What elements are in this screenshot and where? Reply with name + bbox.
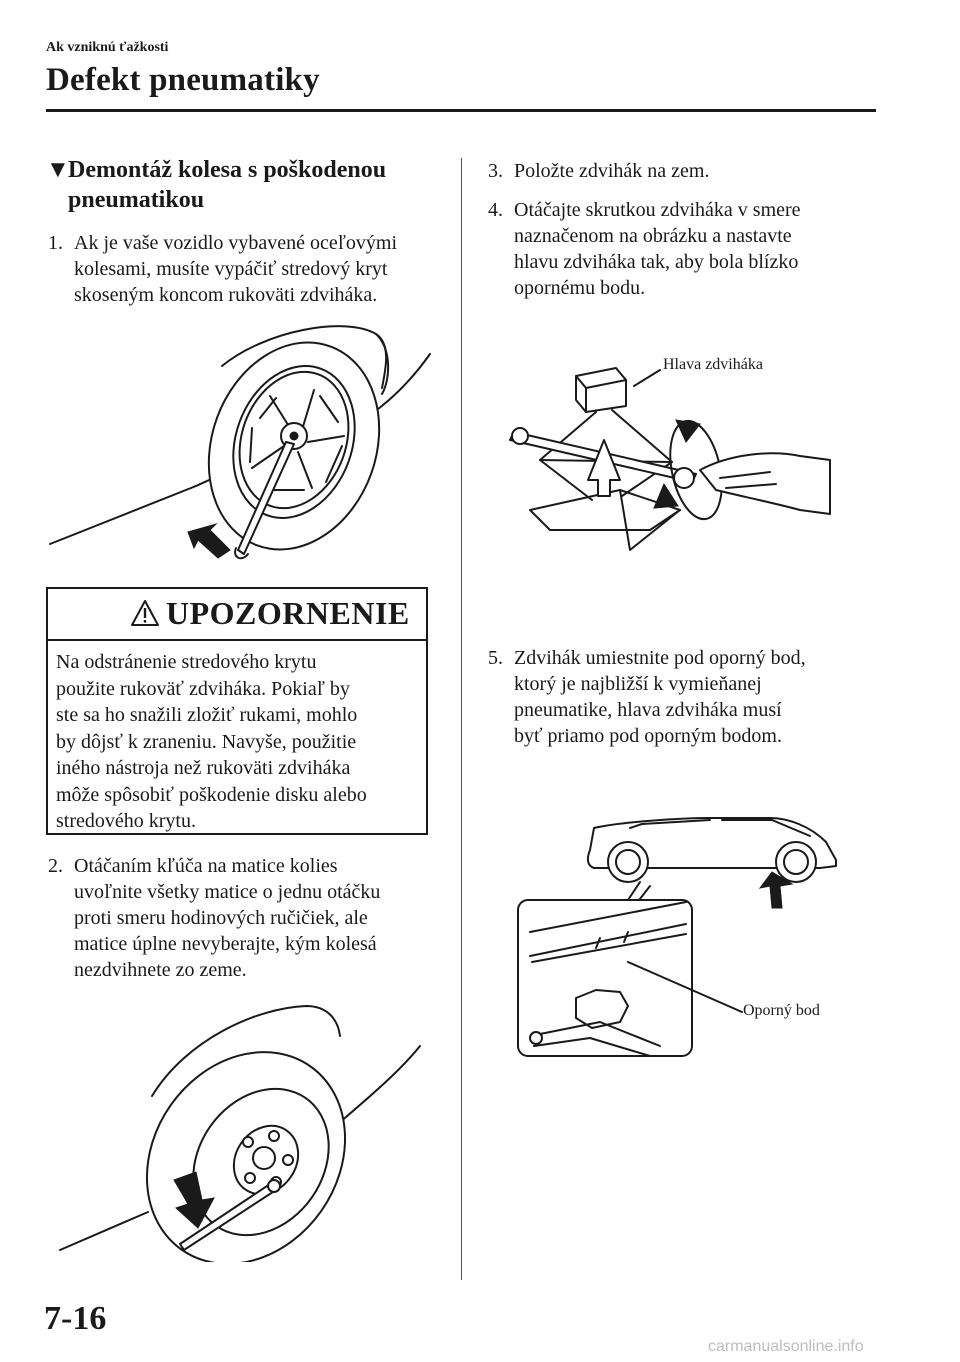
watermark: carmanualsonline.info: [708, 1338, 864, 1355]
caution-text: [56, 649, 367, 835]
step-line: pneumatike, hlava zdviháka musí: [514, 699, 782, 721]
step-number: 4.: [488, 199, 503, 221]
caution-line: Na odstránenie stredového krytu: [56, 651, 317, 673]
caution-line: stredového krytu.: [56, 810, 196, 832]
step-number: 2.: [48, 855, 63, 877]
jack-head: [576, 368, 626, 412]
step-line: Ak je vaše vozidlo vybavené oceľovými: [74, 232, 398, 254]
step-number: 1.: [48, 232, 63, 254]
step-2: [48, 853, 448, 988]
step-line: opornému bodu.: [514, 277, 646, 299]
step-line: kolesami, musíte vypáčiť stredový kryt: [74, 258, 388, 280]
front-wheel: [608, 842, 648, 882]
section-heading-line: pneumatikou: [68, 187, 205, 213]
rear-wheel: [776, 842, 816, 882]
step-line: Zdvihák umiestnite pod oporný bod,: [514, 647, 806, 669]
caution-box: [46, 587, 428, 835]
title-divider: [46, 109, 876, 112]
caution-line: ste sa ho snažili zložiť rukami, mohlo: [56, 704, 358, 726]
step-line: Položte zdvihák na zem.: [514, 160, 710, 182]
caution-line: iného nástroja než rukoväti zdviháka: [56, 757, 351, 779]
step-line: byť priamo pod oporným bodom.: [514, 725, 782, 747]
step-line: naznačenom na obrázku a nastavte: [514, 225, 792, 247]
ground-line: [50, 486, 196, 544]
step-number: 5.: [488, 647, 503, 669]
jack-head-leader: [634, 370, 660, 386]
warning-triangle-icon: [130, 599, 160, 627]
jack-point-label: Oporný bod: [743, 1002, 820, 1019]
jack-head-label: Hlava zdviháka: [663, 356, 763, 373]
caution-line: môže spôsobiť poškodenie disku alebo: [56, 783, 367, 806]
triangle-bullet-icon: ▼: [46, 157, 70, 183]
step-1: [48, 230, 438, 310]
step-line: ktorý je najbližší k vymieňanej: [514, 673, 762, 695]
step-line: hlavu zdviháka tak, aby bola blízko: [514, 251, 799, 273]
section-heading: [46, 155, 441, 215]
ground-line: [60, 1212, 148, 1250]
hubcap-removal-illustration: [46, 318, 438, 573]
step-line: proti smeru hodinových ručičiek, ale: [74, 907, 368, 929]
step-4: [488, 197, 888, 307]
step-line: matice úplne nevyberajte, kým kolesá: [74, 933, 377, 955]
page-title: Defekt pneumatiky: [46, 62, 320, 98]
caution-title: UPOZORNENIE: [166, 595, 410, 631]
jack-adjustment-illustration: [500, 350, 845, 560]
caution-header: [48, 589, 426, 641]
arrow-icon: [188, 524, 230, 558]
up-arrow-icon: [588, 440, 620, 496]
column-divider: [461, 158, 462, 1280]
step-3: [488, 158, 888, 188]
page-number: 7-16: [44, 1300, 107, 1337]
caution-line: by dôjsť k zraneniu. Navyše, použitie: [56, 730, 357, 753]
section-heading-line: Demontáž kolesa s poškodenou: [68, 157, 387, 183]
step-line: uvoľnite všetky matice o jednu otáčku: [74, 881, 381, 903]
step-line: skoseným koncom rukoväti zdviháka.: [74, 284, 378, 306]
step-line: Otáčajte skrutkou zdviháka v smere: [514, 199, 801, 221]
step-line: Otáčaním kľúča na matice kolies: [74, 855, 338, 877]
caution-line: použite rukoväť zdviháka. Pokiaľ by: [56, 677, 350, 700]
step-5: [488, 645, 888, 755]
step-line: nezdvihnete zo zeme.: [74, 959, 247, 981]
lug-nut-loosening-illustration: [56, 1000, 426, 1262]
breadcrumb: Ak vzniknú ťažkosti: [46, 40, 169, 55]
step-number: 3.: [488, 160, 503, 182]
wheel-hub: [253, 1147, 275, 1169]
